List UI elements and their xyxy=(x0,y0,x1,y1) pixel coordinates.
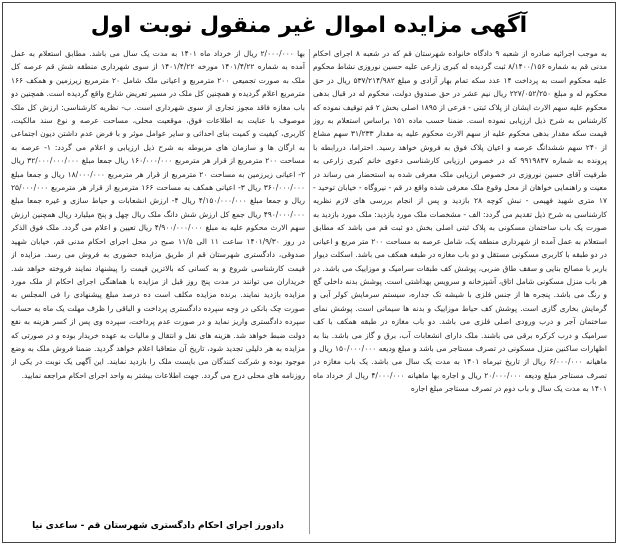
column-divider xyxy=(309,49,310,534)
notice-title: آگهی مزایده اموال غیر منقول نوبت اول xyxy=(90,13,528,38)
notice-body-right-column: به موجب اجرائیه صادره از شعبه ۹ دادگاه خانواده شهرستان قم که در شعبه ۸ اجرای احکام مدنی قم به شماره ۸/۱۴۰۰/۱۵۶ ثبت گردیده له کبری زارعی علیه حسین نوروزی نشاط محکوم علیه محکوم است به پرداخت ۱۴ عدد سکه تمام بهار آزادی و مبلغ ۵۳۷/۲۱۴/۹۸۲ ریال در حق محکوم له و مبلغ ۲۲۷/۰۵۲/۲۵۰ ریال نیم عشر در حق صندوق دولت، محکوم له در قبال بدهی محکوم علیه سهم الارث ایشان از پلاک ثبتی - فرعی از ۱۸۹۵ اصلی بخش ۲ قم توقیف نموده که کارشناس به شرح ذیل ارزیابی نموده است. ضمنا حسب ماده ۱۵۱ براساس استعلام به روز قیمت سکه مقدار بدهی محکوم علیه از سهم الارث محکوم علیه به مقدار ۳۱/۲۳۳ سهم مشاع از ۲۴۰ سهم ششدانگ عرصه و اعیان پلاک فوق به فروش خواهد رسید. احتراما، دررابطه با پرونده به شماره ۹۹۱۹۸۳۷ که در خصوص ارزیابی کارشناسی دعوی خانم کبری زارعی به طرفیت آقای حسین نوروزی در خصوص ارزیابی ملک معرفی شده به استحضار می رساند در معیت و راهنمایی خواهان از محل وقوع ملک معرفی شده واقع در قم - نیروگاه - خیابان توحید - ۱۷ متری شهید فهیمی - نبش کوچه ۲۸ بازدید و پس از انجام بررسی های لازم نظریه کارشناسی به شرح ذیل تقدیم می گردد: الف - مشخصات ملک مورد بازدید: ملک مورد بازدید به صورت یک باب ساختمان مسکونی به پلاک ثبتی اصلی بخش دو ثبت قم می باشد که مطابق استعلام به عمل آمده از شهرداری منطقه یک، شامل عرصه به مساحت ۲۰۰ متر مربع و اعیانی در دو طبقه با کاربری مسکونی مستقل و دو باب مغازه در طبقه همکف می باشد. اسکلت دیوار باربر با مصالح بنایی و سقف طاق ضربی، پوشش کف طبقات سرامیک و موزاییک می باشد. در هر باب منزل مسکونی شامل اتاق، آشپزخانه و سرویس بهداشتی است. پوشش بدنه داخلی گچ و رنگ می باشد. پنجره ها از جنس فلزی با شیشه تک جداره، سیستم سرمایش کولر آبی و گرمایش بخاری گازی است. پوشش کف حیاط موزاییک و بدنه ها سیمانی است. پوشش نمای ساختمان آجر و درب ورودی اصلی فلزی می باشد. دو باب مغازه در طبقه همکف با کف سرامیک و درب کرکره برقی می باشند. ملک دارای انشعابات آب، برق و گاز می باشد. بنا به اظهارات ساکنین منزل مسکونی در تصرف مستاجر می باشد و مبلغ ودیعه ۱۵۰/۰۰۰/۰۰۰ ریال و ماهیانه ۶/۰۰۰/۰۰۰ ریال از تاریخ تیرماه ۱۴۰۱ به مدت یک سال می باشد. یک باب مغازه در تصرف مستاجر مبلغ ودیعه ۲۰/۰۰۰/۰۰۰ ریال و اجاره بها ماهیانه ۴/۰۰۰/۰۰۰ ریال از خرداد ماه ۱۴۰۱ به مدت یک سال و باب دوم در تصرف مستاجر مبلغ اجاره xyxy=(313,49,607,394)
signature: دادورز اجرای احکام دادگستری شهرستان قم - ساعدی نیا xyxy=(32,521,284,531)
auction-notice xyxy=(2,2,616,543)
notice-body-left-column: بها ۲/۰۰۰/۰۰۰ ریال از خرداد ماه ۱۴۰۱ به مدت یک سال می باشد. مطابق استعلام به عمل آمده به شماره ۱۴۰۱/۴/۲۲ مورخه ۱۴۰۱/۴/۲۲ از سوی شهرداری منطقه شش قم عرصه کل ملک به صورت تجمیعی ۲۰۰ مترمربع و اعیانی ملک شامل ۲۰ مترمربع زیرزمین و همکف ۱۶۶ مترمربع اعلام گردیده و همچنین کل ملک در مسیر تعریض شارع واقع گردیده است. همچنین دو باب مغازه فاقد مجوز تجاری از سوی شهرداری است. ب- نظریه کارشناسی: ارزش کل ملک موصوف با عنایت به اطلاعات فوق، موقعیت محلی، مساحت عرصه و نوع سند مالکیت، کاربری، کیفیت و کمیت بنای احداثی و سایر عوامل موثر و با فرض عدم داشتن دیون اجتماعی به ارگان ها و سازمان های مربوطه به شرح ذیل ارزیابی و اعلام می گردد: ۱- عرصه به مساحت ۲۰۰ مترمربع از قرار هر مترمربع ۱۶۰/۰۰۰/۰۰۰ ریال جمعا مبلغ ۳۲/۰۰۰/۰۰۰/۰۰۰ ریال ۲- اعیانی زیرزمین به مساحت ۲۰ مترمربع از قرار هر مترمربع ۱۸/۰۰۰/۰۰۰ ریال و جمعا مبلغ ۳۶۰/۰۰۰/۰۰۰ ریال ۳- اعیانی همکف به مساحت ۱۶۶ مترمربع از قرار هر مترمربع ۲۵/۰۰۰/۰۰۰ ریال و جمعا مبلغ ۴/۱۵۰/۰۰۰/۰۰۰ ریال ۴- ارزش انشعابات و حیاط سازی و غیره جمعا مبلغ ۴۹۰/۰۰۰/۰۰۰ ریال جمع کل ارزش شش دانگ ملک ریال چهل و پنج میلیارد ریال همچنین ارزش سهم الارث محکوم علیه به مبلغ ۴/۹۰۰/۰۰۰/۰۰۰ ریال تعیین و اعلام می گردد. ملک فوق الذکر در روز ۱۴۰۱/۹/۳۰ ساعت ۱۱ الی ۱۱/۵ صبح در محل اجرای احکام مدنی قم، خیابان شهید صدوقی، دادگستری شهرستان قم از طریق مزایده حضوری به فروش می رسد. مزایده از قیمت کارشناسی شروع و به کسانی که بالاترین قیمت را پیشنهاد نمایند فروخته خواهد شد. خریداران می توانند در مدت پنج روز قبل از مزایده با هماهنگی اجرای احکام از ملک مورد مزایده بازدید نمایند. برنده مزایده مکلف است ده درصد مبلغ پیشنهادی را فی المجلس به صورت چک بانکی در وجه سپرده دادگستری پرداخت و الباقی را ظرف مهلت یک ماه به حساب سپرده دادگستری واریز نماید و در صورت عدم پرداخت، سپرده وی پس از کسر هزینه به نفع دولت ضبط خواهد شد. هزینه های نقل و انتقال و مالیات به عهده خریدار بوده و در صورتی که مزایده به هر دلیلی تجدید شود، تاریخ آن متعاقبا اعلام خواهد گردید. ضمنا فروش ملک به وضع موجود بوده و شرکت کنندگان می بایست ملک را بازدید نمایند. این آگهی یک نوبت در یکی از روزنامه های محلی درج می گردد. جهت اطلاعات بیشتر به واحد اجرای احکام مراجعه نمایید. xyxy=(11,49,305,380)
